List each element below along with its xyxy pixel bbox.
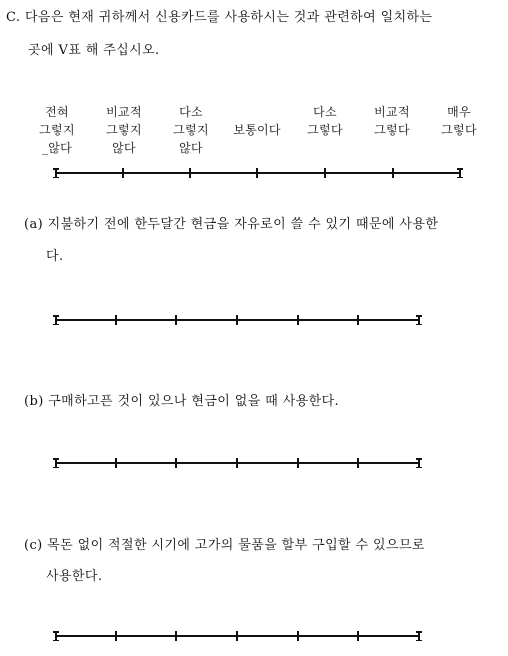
question-b-tick-3[interactable] xyxy=(175,458,177,468)
scale-label-3: 다소 그렇지 않다 xyxy=(173,105,209,155)
scale-label-5: 다소 그렇다 xyxy=(307,105,343,137)
question-b-scale xyxy=(56,462,419,464)
scale-label-1: 전혀 그렇지 _않다 xyxy=(39,105,75,155)
question-b-tick-6[interactable] xyxy=(357,458,359,468)
legend-scale-line xyxy=(56,172,460,174)
question-a-tick-6[interactable] xyxy=(357,315,359,325)
legend-tick-4[interactable] xyxy=(256,168,258,178)
question-c-tick-7[interactable] xyxy=(418,631,420,641)
section-header-line-1: C. 다음은 현재 귀하께서 신용카드를 사용하시는 것과 관련하여 일치하는 xyxy=(6,10,433,25)
scale-label-6: 비교적 그렇다 xyxy=(374,105,410,137)
question-a-tick-5[interactable] xyxy=(297,315,299,325)
question-c-tick-4[interactable] xyxy=(236,631,238,641)
question-b-tick-1[interactable] xyxy=(55,458,57,468)
question-a-line-2: 다. xyxy=(46,249,64,264)
question-a-tick-3[interactable] xyxy=(175,315,177,325)
legend-tick-5[interactable] xyxy=(324,168,326,178)
scale-label-4: 보통이다 xyxy=(233,123,281,137)
question-a-tick-7[interactable] xyxy=(418,315,420,325)
question-c-tick-5[interactable] xyxy=(297,631,299,641)
legend-tick-2[interactable] xyxy=(122,168,124,178)
question-b-tick-7[interactable] xyxy=(418,458,420,468)
legend-tick-7[interactable] xyxy=(459,168,461,178)
question-b-tick-5[interactable] xyxy=(297,458,299,468)
question-b-tick-2[interactable] xyxy=(115,458,117,468)
question-c-scale xyxy=(56,635,419,637)
question-a-scale xyxy=(56,319,419,321)
question-c-tick-1[interactable] xyxy=(55,631,57,641)
question-c-tick-2[interactable] xyxy=(115,631,117,641)
question-c-tick-6[interactable] xyxy=(357,631,359,641)
scale-label-7: 매우 그렇다 xyxy=(441,105,477,137)
question-a-line-1: (a) 지불하기 전에 한두달간 현금을 자유로이 쓸 수 있기 때문에 사용한 xyxy=(24,217,439,232)
legend-tick-3[interactable] xyxy=(189,168,191,178)
question-b-line-1: (b) 구매하고픈 것이 있으나 현금이 없을 때 사용한다. xyxy=(24,394,340,409)
section-header-line-2: 곳에 V표 해 주십시오. xyxy=(28,43,160,58)
question-c-line-1: (c) 목돈 없이 적절한 시기에 고가의 물품을 할부 구입할 수 있으므로 xyxy=(24,538,425,553)
question-a-tick-1[interactable] xyxy=(55,315,57,325)
question-a-tick-2[interactable] xyxy=(115,315,117,325)
legend-tick-1[interactable] xyxy=(55,168,57,178)
legend-tick-6[interactable] xyxy=(392,168,394,178)
question-c-line-2: 사용한다. xyxy=(46,569,103,584)
question-b-tick-4[interactable] xyxy=(236,458,238,468)
scale-label-2: 비교적 그렇지 않다 xyxy=(106,105,142,155)
question-c-tick-3[interactable] xyxy=(175,631,177,641)
question-a-tick-4[interactable] xyxy=(236,315,238,325)
